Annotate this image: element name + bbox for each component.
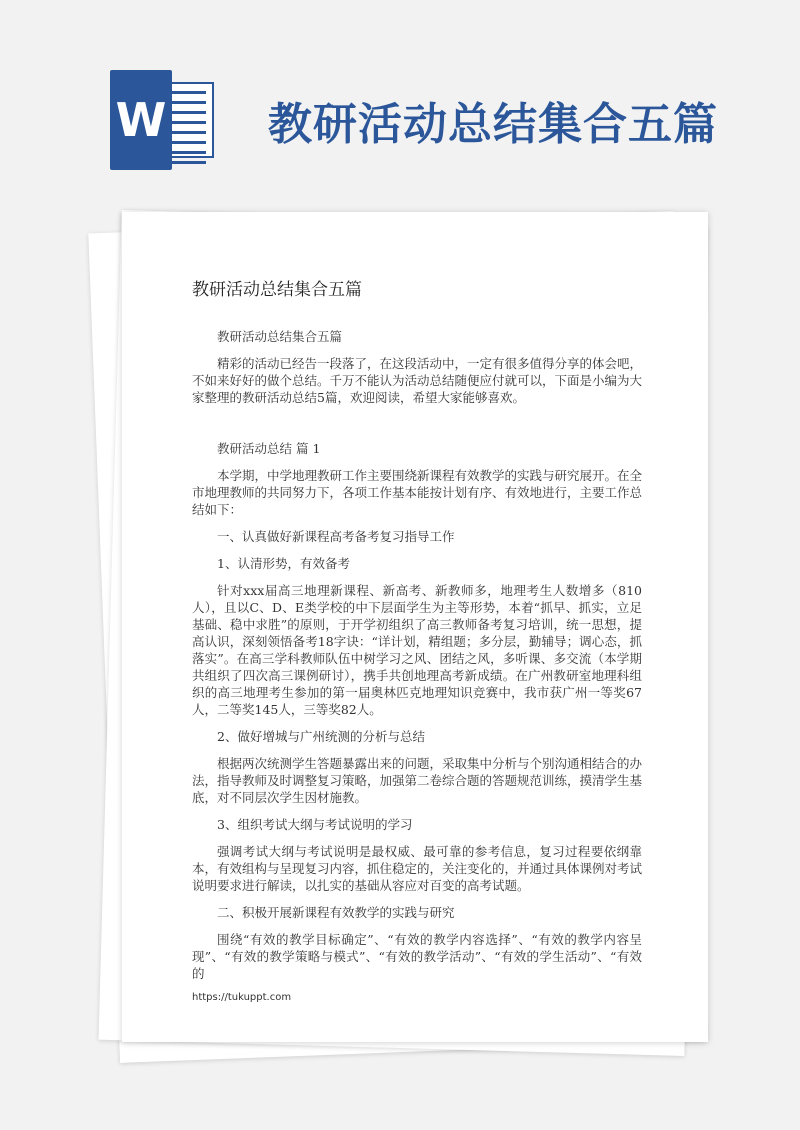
section-heading-part-1: 教研活动总结 篇 1 [217, 441, 321, 456]
document-title: 教研活动总结集合五篇 [192, 280, 362, 300]
subsection-heading: 3、组织考试大纲与考试说明的学习 [217, 817, 413, 832]
word-document-icon [110, 70, 220, 170]
body-paragraph: 围绕“有效的教学目标确定”、“有效的教学内容选择”、“有效的教学内容呈现”、“有效的教学策略与模式”、“有效的教学活动”、“有效的学生活动”、“有效的 [192, 932, 642, 981]
section-heading: 一、认真做好新课程高考备考复习指导工作 [217, 529, 455, 544]
document-page [122, 212, 708, 1042]
banner [0, 0, 800, 200]
document-subtitle: 教研活动总结集合五篇 [217, 329, 343, 344]
subsection-heading: 1、认清形势，有效备考 [217, 556, 350, 571]
body-paragraph: 根据两次统测学生答题暴露出来的问题，采取集中分析与个别沟通相结合的办法，指导教师及时调整复习策略，加强第二卷综合题的答题规范训练，摸清学生基底，对不同层次学生因材施教。 [192, 756, 643, 805]
body-paragraph: 强调考试大纲与考试说明是最权威、最可靠的参考信息，复习过程要依纲靠本，有效组构与呈现复习内容，抓住稳定的，关注变化的，并通过具体课例对考试说明要求进行解读，以扎实的基础从容应对百变的高考试题。 [192, 844, 643, 893]
document-body [192, 278, 642, 992]
subsection-heading: 2、做好增城与广州统测的分析与总结 [217, 729, 425, 744]
banner-title: 教研活动总结集合五篇 [268, 99, 718, 150]
intro-paragraph: 精彩的活动已经告一段落了，在这段活动中，一定有很多值得分享的体会吧，不如来好好的做个总结。千万不能认为活动总结随便应付就可以，下面是小编为大家整理的教研活动总结5篇，欢迎阅读，希望大家能够喜欢。 [192, 356, 643, 405]
body-paragraph: 针对xxx届高三地理新课程、新高考、新教师多，地理考生人数增多（810人），且以C、D、E类学校的中下层面学生为主等形势，本着“抓早、抓实，立足基础、稳中求胜”的原则，于开学初组织了高三教师备考复习培训，统一思想，提高认识，深刻领悟备考18字诀：“详计划，精组题；多分层，勤辅导；调心态，抓落实”。在高三学科教师队伍中树学习之风、团结之风，多听课、多交流（本学期共组织了四次高三课例研讨），携手共创地理高考新成绩。在广州教研室地理科组织的高三地理考生参加的第一届奥林匹克地理知识竞赛中，我市获广州一等奖67人，二等奖145人，三等奖82人。 [192, 583, 642, 717]
section-heading: 二、积极开展新课程有效教学的实践与研究 [217, 905, 455, 920]
word-letter-badge: W [110, 70, 172, 170]
body-paragraph: 本学期，中学地理教研工作主要围绕新课程有效教学的实践与研究展开。在全市地理教师的共同努力下，各项工作基本能按计划有序、有效地进行，主要工作总结如下： [192, 468, 643, 517]
source-url: https://tukuppt.com [192, 992, 292, 1003]
